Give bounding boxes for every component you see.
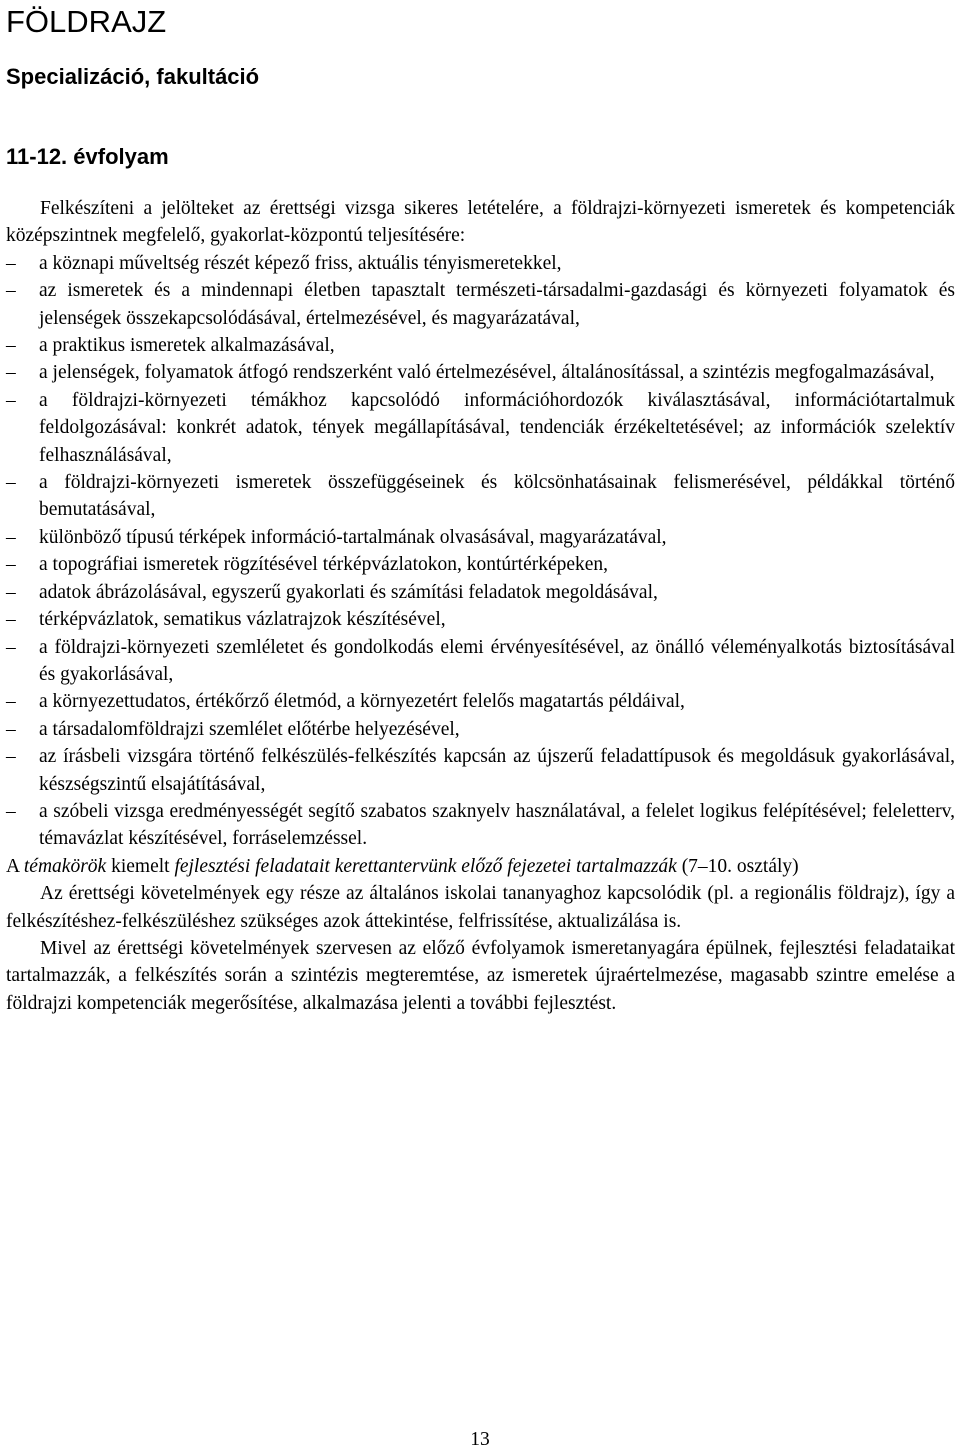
intro-paragraph: Felkészíteni a jelölteket az érettségi vizsga sikeres letételére, a földrajzi-környezeti ismeretek és kompetenciák középszintnek megfelelő, gyakorlat-központú teljesítésére: — [6, 198, 955, 247]
list-item — [6, 688, 955, 715]
list-item — [6, 277, 955, 332]
document-title: FÖLDRAJZ — [6, 4, 167, 39]
list-item-text: a praktikus ismeretek alkalmazásával, — [39, 335, 335, 357]
dash-bullet: – — [6, 718, 16, 740]
list-item — [6, 469, 955, 524]
list-item-text: a földrajzi-környezeti ismeretek összefüggéseinek és kölcsönhatásainak felismerésével, példákkal történő bemutatásával, — [39, 472, 955, 521]
list-item-text: adatok ábrázolásával, egyszerű gyakorlati és számítási feladatok megoldásával, — [39, 581, 658, 603]
list-item-text: a szóbeli vizsga eredményességét segítő szabatos szaknyelv használatával, a felelet logikus felépítésével; feleletterv, témavázlat készítésével, forráselemzéssel. — [39, 800, 955, 850]
list-item — [6, 798, 955, 853]
list-item — [6, 524, 955, 551]
list-item-text: a földrajzi-környezeti témákhoz kapcsolódó információhordozók kiválasztásával, információtartalmuk feldolgozásával: konkrét adatok, tények megállapításával, tendenciák érzékeltetésével; az információk szelektív felhasználásával, — [39, 389, 955, 466]
document-subtitle: Specializáció, fakultáció — [6, 64, 260, 89]
list-item — [6, 579, 955, 606]
dash-bullet: – — [6, 362, 16, 384]
topics-text-italic: fejlesztési feladatait kerettantervünk előző fejezetei tartalmazzák — [174, 855, 677, 877]
list-item-text: az ismeretek és a mindennapi életben tapasztalt természeti-társadalmi-gazdasági és környezeti folyamatok és jelenségek összekapcsolódásával, értelmezésével, és magyarázatával, — [39, 280, 955, 329]
list-item-text: a köznapi műveltség részét képező friss, aktuális tényismeretekkel, — [39, 252, 562, 274]
list-item — [6, 332, 955, 359]
dash-bullet: – — [6, 554, 16, 576]
dash-bullet: – — [6, 252, 16, 274]
list-item-text: az írásbeli vizsgára történő felkészülés-felkészítés kapcsán az újszerű feladattípusok és megoldásuk gyakorlásával, készségszintű elsajátításával, — [39, 746, 955, 795]
topics-text: kiemelt — [106, 855, 175, 877]
grade-heading: 11-12. évfolyam — [6, 144, 169, 169]
page-number: 13 — [470, 1429, 490, 1450]
list-item — [6, 250, 955, 277]
topics-text: A — [6, 855, 24, 877]
dash-bullet: – — [6, 800, 16, 822]
requirements-paragraph: Az érettségi követelmények egy része az általános iskolai tananyaghoz kapcsolódik (pl. a regionális földrajz), így a felkészítéshez-felkészüléshez szükséges azok áttekintése, felfrissítése, aktualizálása is. — [6, 883, 955, 932]
dash-bullet: – — [6, 636, 16, 658]
topics-text-italic: témakörök — [23, 855, 107, 877]
topics-paragraph — [6, 853, 955, 880]
dash-bullet: – — [6, 526, 16, 548]
dash-bullet: – — [6, 280, 16, 302]
list-item — [6, 634, 955, 689]
list-item — [6, 716, 955, 743]
document-page — [6, 0, 955, 1017]
competency-list — [6, 250, 955, 853]
dash-bullet: – — [6, 691, 16, 713]
list-item — [6, 551, 955, 578]
list-item — [6, 606, 955, 633]
dash-bullet: – — [6, 335, 16, 357]
list-item — [6, 387, 955, 469]
list-item-text: a jelenségek, folyamatok átfogó rendszerként való értelmezésével, általánosítással, a szintézis megfogalmazásával, — [39, 362, 935, 384]
dash-bullet: – — [6, 609, 16, 631]
dash-bullet: – — [6, 389, 16, 411]
dash-bullet: – — [6, 581, 16, 603]
topics-text: (7–10. osztály) — [676, 855, 799, 877]
list-item — [6, 359, 955, 386]
list-item-text: a topográfiai ismeretek rögzítésével térképvázlatokon, kontúrtérképeken, — [39, 554, 609, 576]
list-item-text: különböző típusú térképek információ-tartalmának olvasásával, magyarázatával, — [39, 526, 667, 548]
list-item — [6, 743, 955, 798]
list-item-text: a földrajzi-környezeti szemléletet és gondolkodás elemi érvényesítésével, az önálló véleményalkotás biztosításával és gyakorlásával, — [39, 636, 955, 685]
list-item-text: a társadalomföldrajzi szemlélet előtérbe helyezésével, — [39, 718, 460, 740]
dash-bullet: – — [6, 746, 16, 768]
list-item-text: térképvázlatok, sematikus vázlatrajzok készítésével, — [39, 609, 446, 631]
dash-bullet: – — [6, 472, 16, 494]
synthesis-paragraph: Mivel az érettségi követelmények szervesen az előző évfolyamok ismeretanyagára épülnek, fejlesztési feladataikat tartalmazzák, a felkészítés során a szintézis megteremtése, az ismeretek újraértelmezése, magasabb szintre emelése a földrajzi kompetenciák megerősítése, alkalmazása jelenti a további fejlesztést. — [6, 937, 955, 1014]
list-item-text: a környezettudatos, értékőrző életmód, a környezetért felelős magatartás példáival, — [39, 691, 685, 713]
